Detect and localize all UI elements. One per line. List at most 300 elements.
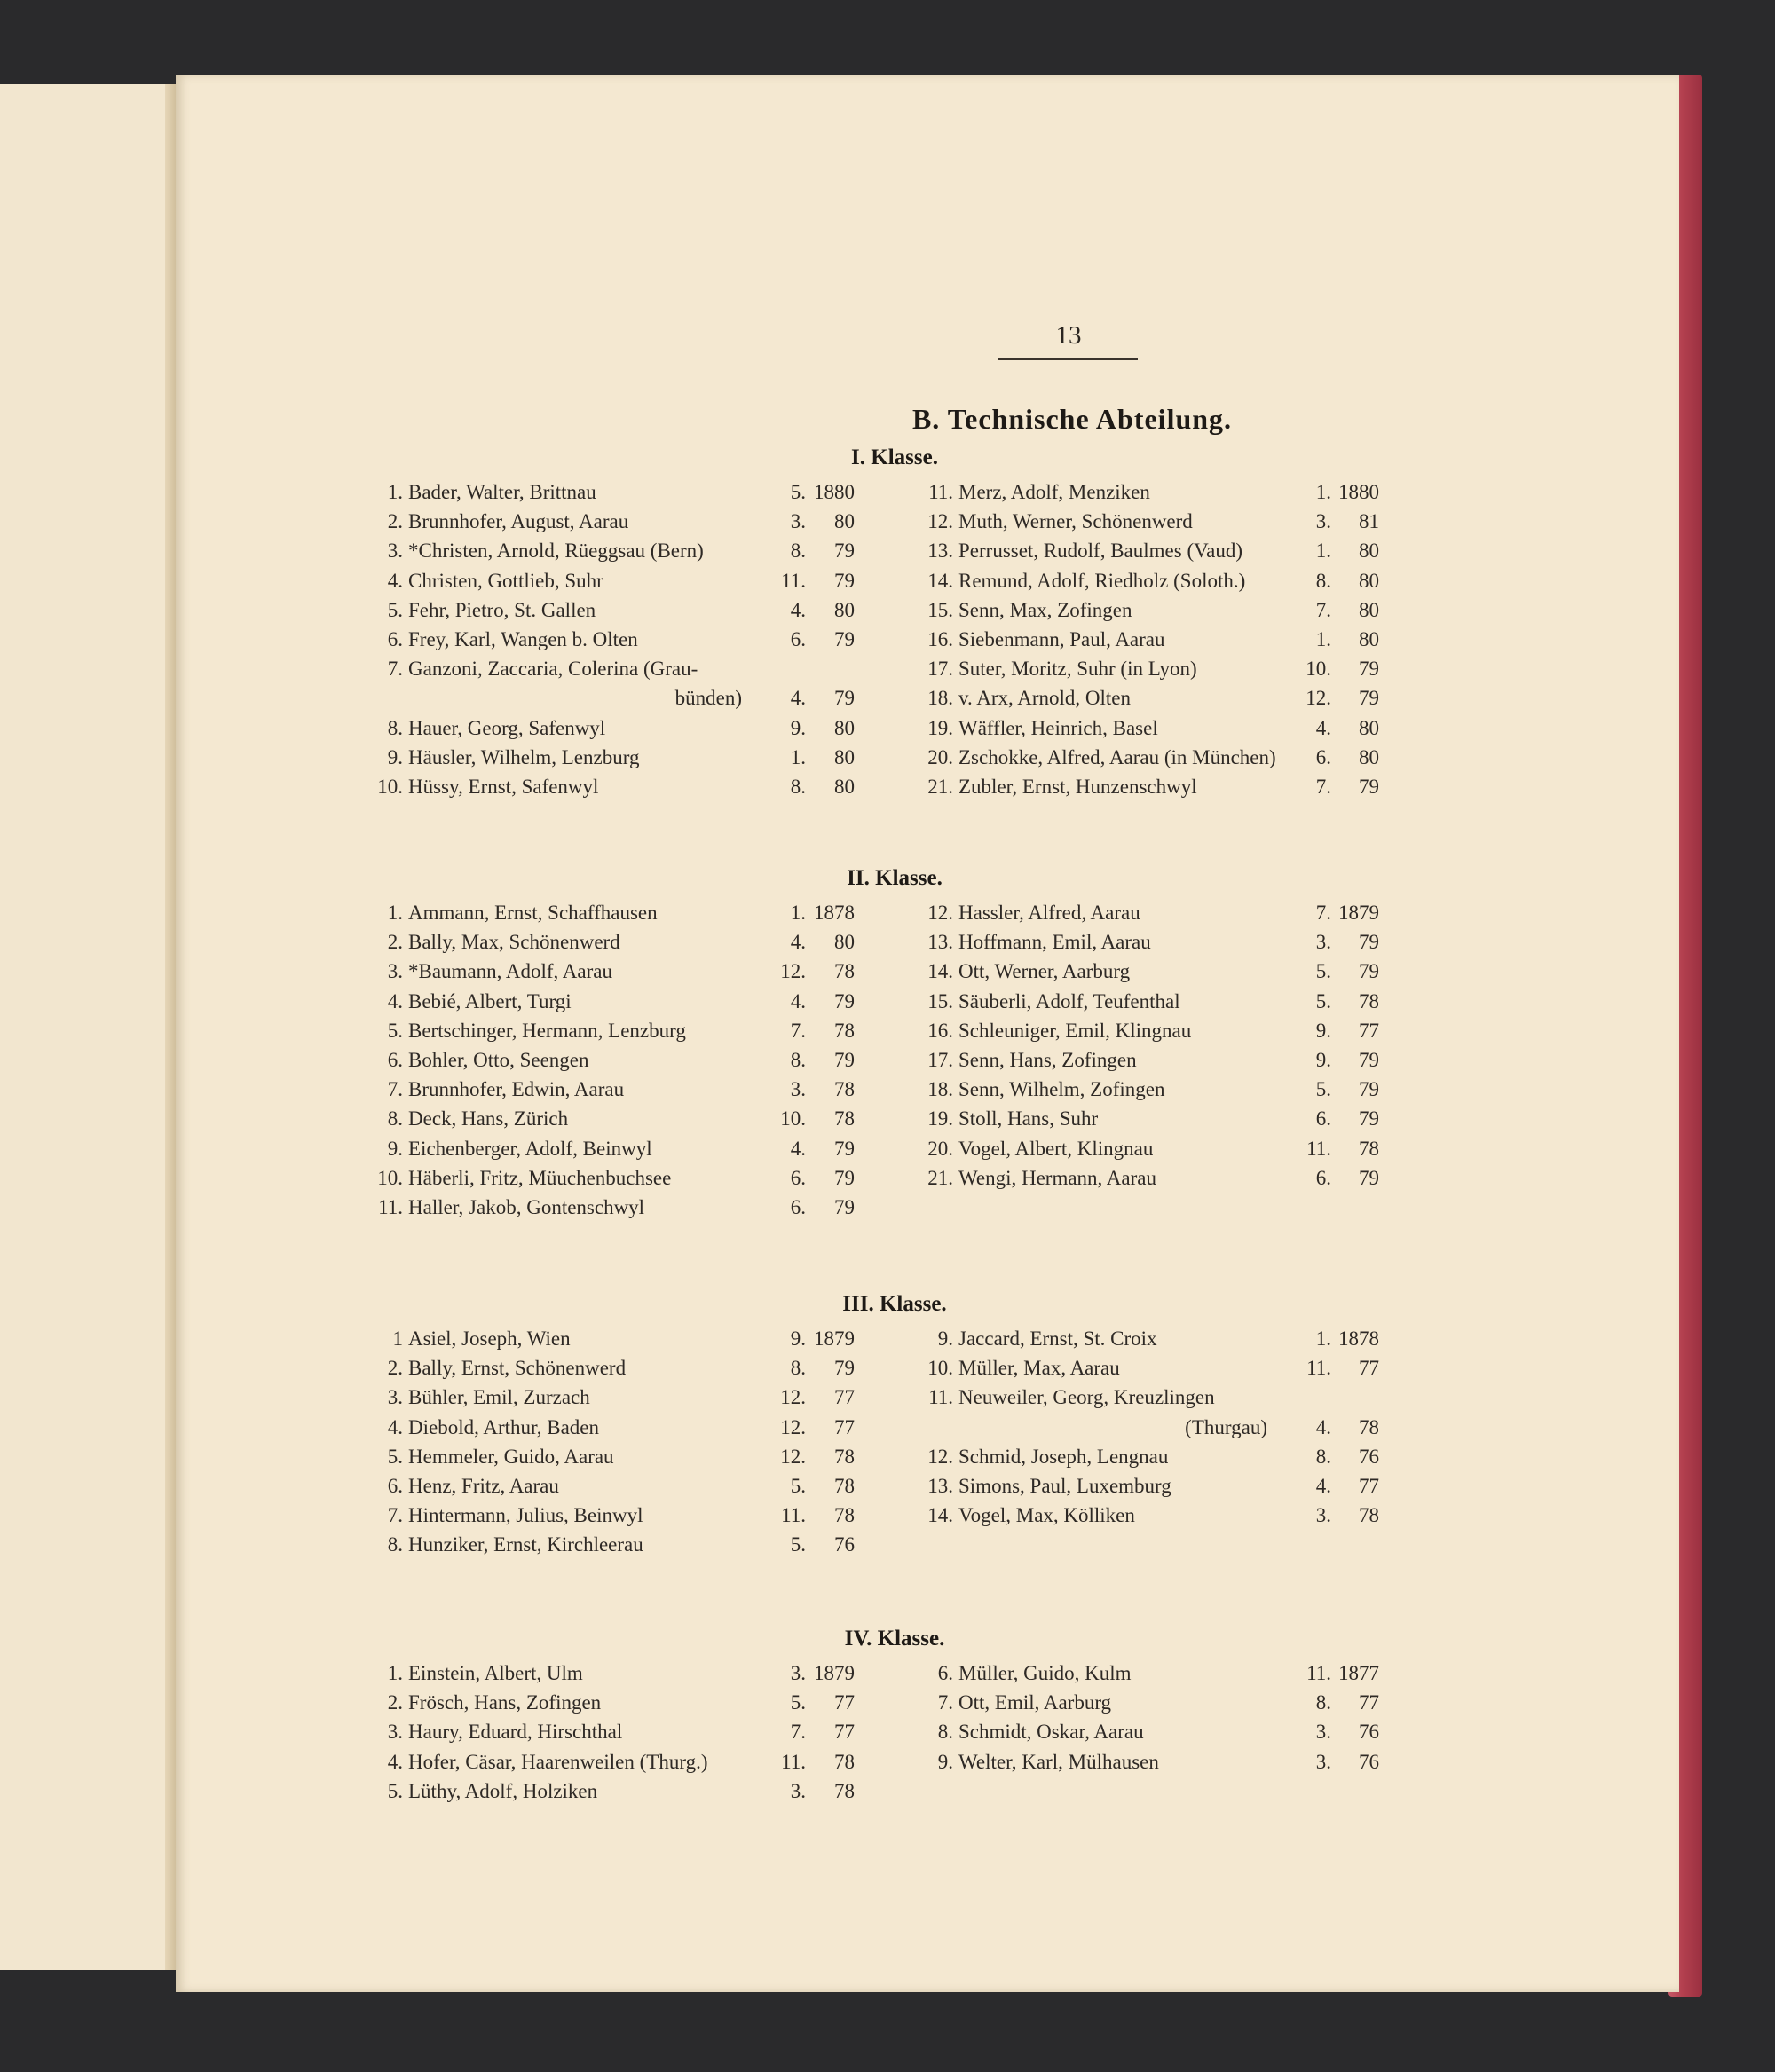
class-grade: 6.	[1315, 1107, 1331, 1131]
student-name-place: Bader, Walter, Brittnau	[408, 481, 596, 503]
student-name-place: Ott, Werner, Aarburg	[958, 960, 1131, 983]
entry-number: 10.	[377, 776, 403, 798]
list-item	[927, 1049, 1379, 1078]
class-grade: 11.	[1306, 1137, 1331, 1160]
list-item	[387, 989, 855, 1020]
birth-year: 79	[834, 1166, 855, 1189]
birth-year: 1878	[1338, 1327, 1379, 1350]
student-name-place: Säuberli, Adolf, Teufenthal	[958, 989, 1180, 1012]
student-name-place: Ammann, Ernst, Schaffhausen	[408, 902, 658, 924]
entry-number: 13.	[927, 1475, 953, 1497]
birth-year: 80	[1359, 745, 1379, 768]
entry-number: 8.	[937, 1721, 953, 1744]
class-grade: 12.	[780, 1415, 806, 1438]
list-item	[387, 1415, 855, 1446]
class-grade: 12.	[780, 1386, 806, 1409]
class-grade: 9.	[1315, 1019, 1331, 1042]
birth-year: 80	[1359, 540, 1379, 563]
class-grade: 8.	[1315, 1445, 1331, 1468]
class-grade: 12.	[780, 1445, 806, 1468]
student-name-place: Hoffmann, Emil, Aarau	[958, 931, 1151, 954]
class-grade: 6.	[1315, 1166, 1331, 1189]
class-grade: 1.	[1315, 540, 1331, 563]
birth-year: 77	[1359, 1691, 1379, 1714]
class-grade: 10.	[1306, 658, 1331, 681]
birth-year: 79	[1359, 658, 1379, 681]
birth-year: 78	[834, 1475, 855, 1497]
entry-number: 1.	[387, 481, 403, 503]
entry-number: 12.	[927, 902, 953, 924]
entry-number: 7.	[387, 658, 403, 681]
entry-number: 15.	[927, 598, 953, 621]
list-item	[387, 569, 855, 599]
student-name-place: Hemmeler, Guido, Aarau	[408, 1445, 614, 1468]
birth-year: 79	[1359, 931, 1379, 954]
class-grade: 5.	[790, 481, 806, 503]
list-item	[387, 1691, 855, 1721]
entry-number: 3.	[387, 960, 403, 983]
entry-number: 16.	[927, 628, 953, 650]
list-item	[927, 687, 1379, 716]
birth-year: 1877	[1338, 1662, 1379, 1684]
class-grade: 12.	[780, 960, 806, 983]
class-grade: 3.	[790, 1662, 806, 1684]
student-name-place: Suter, Moritz, Suhr (in Lyon)	[958, 658, 1197, 681]
student-name-place: Henz, Fritz, Aarau	[408, 1475, 559, 1497]
birth-year: 77	[1359, 1475, 1379, 1497]
list-item	[937, 1750, 1379, 1780]
list-item	[927, 1475, 1379, 1504]
student-name-place: *Baumann, Adolf, Aarau	[408, 960, 612, 983]
entry-number: 15.	[927, 989, 953, 1012]
birth-year: 78	[1359, 1504, 1379, 1527]
entry-number: 5.	[387, 1445, 403, 1468]
entry-number: 17.	[927, 1049, 953, 1071]
entry-number: 7.	[387, 1078, 403, 1101]
birth-year: 78	[1359, 1137, 1379, 1160]
class-grade: 3.	[1315, 510, 1331, 533]
entry-number: 17.	[927, 658, 953, 681]
list-item	[387, 1078, 855, 1107]
list-item	[927, 931, 1379, 960]
birth-year: 80	[1359, 569, 1379, 592]
class-grade: 5.	[1315, 960, 1331, 983]
class-grade: 5.	[1315, 989, 1331, 1012]
class-grade: 12.	[1306, 687, 1331, 710]
entry-number: 4.	[387, 1415, 403, 1438]
list-item	[927, 628, 1379, 658]
list-item	[387, 1504, 855, 1533]
class-grade: 9.	[1315, 1049, 1331, 1071]
list-item	[927, 1019, 1379, 1049]
student-name-place: Müller, Guido, Kulm	[958, 1662, 1132, 1684]
class-grade: 3.	[1315, 931, 1331, 954]
list-item	[927, 1504, 1379, 1533]
class-grade: 4.	[790, 687, 806, 710]
class-grade: 3.	[1315, 1721, 1331, 1744]
birth-year: 78	[834, 1504, 855, 1527]
birth-year: 79	[834, 1137, 855, 1160]
entry-number: 5.	[387, 598, 403, 621]
class-grade: 8.	[790, 1049, 806, 1071]
class-heading: I. Klasse.	[851, 445, 938, 469]
class-grade: 8.	[790, 1357, 806, 1380]
entry-number: 6.	[387, 1049, 403, 1071]
list-item	[928, 481, 1379, 510]
page-number: 13	[1055, 321, 1082, 350]
list-item	[927, 716, 1379, 746]
class-grade: 9.	[790, 1327, 806, 1350]
list-item	[927, 1166, 1379, 1196]
list-item	[937, 1662, 1379, 1691]
birth-year: 78	[834, 1779, 855, 1802]
student-name-place: *Christen, Arnold, Rüeggsau (Bern)	[408, 540, 704, 563]
page-number-rule	[998, 358, 1138, 360]
birth-year: 1880	[1338, 481, 1379, 503]
list-item	[937, 1721, 1379, 1750]
list-item	[408, 687, 855, 716]
entry-number: 10.	[927, 1357, 953, 1380]
list-item	[387, 960, 855, 989]
student-name-place: Senn, Wilhelm, Zofingen	[958, 1078, 1165, 1101]
student-name-place: Neuweiler, Georg, Kreuzlingen	[958, 1386, 1215, 1409]
student-name-place: Hofer, Cäsar, Haarenweilen (Thurg.)	[408, 1750, 708, 1773]
class-grade: 5.	[790, 1533, 806, 1556]
class-grade: 1.	[790, 902, 806, 924]
class-grade: 1.	[1315, 628, 1331, 650]
list-item	[387, 1779, 855, 1809]
birth-year: 78	[834, 1019, 855, 1042]
list-item	[387, 540, 855, 569]
student-name-place: Deck, Hans, Zürich	[408, 1107, 569, 1131]
student-name-place: Bally, Max, Schönenwerd	[408, 931, 620, 954]
class-heading: IV. Klasse.	[844, 1627, 945, 1651]
list-item	[387, 1019, 855, 1049]
student-name-place: Hüssy, Ernst, Safenwyl	[408, 776, 599, 798]
class-grade: 10.	[780, 1107, 806, 1131]
birth-year: 81	[1359, 510, 1379, 533]
student-name-place: (Thurgau)	[1185, 1415, 1267, 1438]
birth-year: 79	[1359, 1078, 1379, 1101]
list-item	[927, 569, 1379, 599]
list-item	[377, 776, 855, 805]
class-grade: 3.	[1315, 1750, 1331, 1773]
class-grade: 8.	[790, 776, 806, 798]
student-name-place: Lüthy, Adolf, Holziken	[408, 1779, 598, 1802]
class-grade: 4.	[1315, 1475, 1331, 1497]
list-item	[937, 1691, 1379, 1721]
student-name-place: Frey, Karl, Wangen b. Olten	[408, 628, 638, 650]
birth-year: 77	[834, 1415, 855, 1438]
entry-number: 2.	[387, 1691, 403, 1714]
entry-number: 13.	[927, 931, 953, 954]
list-item	[387, 1750, 855, 1780]
student-name-place: v. Arx, Arnold, Olten	[958, 687, 1131, 710]
entry-number: 2.	[387, 1357, 403, 1380]
entry-number: 3.	[387, 1721, 403, 1744]
birth-year: 77	[834, 1721, 855, 1744]
list-item	[387, 1533, 855, 1563]
class-grade: 5.	[790, 1691, 806, 1714]
birth-year: 79	[834, 1357, 855, 1380]
list-item	[387, 1445, 855, 1475]
class-heading: II. Klasse.	[847, 866, 943, 890]
class-grade: 11.	[781, 569, 806, 592]
class-grade: 1.	[1315, 1327, 1331, 1350]
student-name-place: Bohler, Otto, Seengen	[408, 1049, 589, 1071]
class-grade: 3.	[1315, 1504, 1331, 1527]
student-name-place: Asiel, Joseph, Wien	[408, 1327, 571, 1350]
class-grade: 7.	[1315, 598, 1331, 621]
class-grade: 4.	[790, 598, 806, 621]
entry-number: 21.	[927, 1166, 953, 1189]
student-name-place: Hintermann, Julius, Beinwyl	[408, 1504, 643, 1527]
entry-number: 19.	[927, 1107, 953, 1131]
birth-year: 79	[834, 687, 855, 710]
entry-number: 1.	[387, 902, 403, 924]
list-item	[937, 1327, 1379, 1357]
birth-year: 79	[834, 989, 855, 1012]
entry-number: 1.	[387, 1662, 403, 1684]
class-heading: III. Klasse.	[842, 1292, 947, 1316]
birth-year: 80	[1359, 628, 1379, 650]
list-item	[387, 1721, 855, 1750]
entry-number: 4.	[387, 569, 403, 592]
class-grade: 7.	[790, 1019, 806, 1042]
entry-number: 12.	[927, 1445, 953, 1468]
birth-year: 78	[834, 1750, 855, 1773]
list-item	[927, 1137, 1379, 1167]
class-grade: 8.	[1315, 1691, 1331, 1714]
entry-number: 7.	[387, 1504, 403, 1527]
entry-number: 14.	[927, 569, 953, 592]
student-name-place: Schleuniger, Emil, Klingnau	[958, 1019, 1192, 1042]
student-name-place: Zschokke, Alfred, Aarau (in München)	[958, 745, 1276, 768]
list-item	[387, 1049, 855, 1078]
entry-number: 4.	[387, 1750, 403, 1773]
class-grade: 5.	[1315, 1078, 1331, 1101]
list-item	[387, 628, 855, 658]
list-item	[927, 745, 1379, 776]
class-grade: 5.	[790, 1475, 806, 1497]
student-name-place: Senn, Max, Zofingen	[958, 598, 1132, 621]
class-grade: 3.	[790, 1779, 806, 1802]
student-name-place: Diebold, Arthur, Baden	[408, 1415, 599, 1438]
class-grade: 6.	[790, 1196, 806, 1218]
student-name-place: Brunnhofer, Edwin, Aarau	[408, 1078, 625, 1101]
student-name-place: Vogel, Albert, Klingnau	[958, 1137, 1154, 1160]
student-name-place: Remund, Adolf, Riedholz (Soloth.)	[958, 569, 1246, 592]
entry-number: 18.	[927, 1078, 953, 1101]
student-name-place: Wäffler, Heinrich, Basel	[958, 716, 1158, 739]
list-item	[387, 658, 855, 687]
birth-year: 1879	[814, 1662, 855, 1684]
class-grade: 4.	[790, 989, 806, 1012]
student-name-place: Schmid, Joseph, Lengnau	[958, 1445, 1169, 1468]
list-item	[927, 960, 1379, 989]
student-name-place: Christen, Gottlieb, Suhr	[408, 569, 604, 592]
class-grade: 7.	[790, 1721, 806, 1744]
entry-number: 11.	[928, 1386, 953, 1409]
class-grade: 4.	[790, 1137, 806, 1160]
birth-year: 78	[834, 1107, 855, 1131]
student-name-place: Hassler, Alfred, Aarau	[958, 902, 1140, 924]
birth-year: 1880	[814, 481, 855, 503]
birth-year: 80	[834, 931, 855, 954]
entry-number: 2.	[387, 510, 403, 533]
student-name-place: Siebenmann, Paul, Aarau	[958, 628, 1165, 650]
class-grade: 7.	[1315, 776, 1331, 798]
class-grade: 4.	[1315, 716, 1331, 739]
student-name-place: Hauer, Georg, Safenwyl	[408, 716, 606, 739]
list-item	[927, 1445, 1379, 1475]
entry-number: 20.	[927, 1137, 953, 1160]
entry-number: 21.	[927, 776, 953, 798]
entry-number: 3.	[387, 540, 403, 563]
book-page	[176, 75, 1679, 1992]
class-grade: 11.	[1306, 1662, 1331, 1684]
entry-number: 9.	[387, 1137, 403, 1160]
birth-year: 80	[834, 510, 855, 533]
entry-number: 4.	[387, 989, 403, 1012]
list-item	[927, 658, 1379, 687]
student-name-place: Fehr, Pietro, St. Gallen	[408, 598, 596, 621]
birth-year: 80	[834, 776, 855, 798]
list-item	[928, 1386, 1379, 1415]
list-item	[387, 1107, 855, 1137]
birth-year: 78	[834, 1078, 855, 1101]
birth-year: 79	[834, 540, 855, 563]
class-grade: 11.	[781, 1504, 806, 1527]
entry-number: 8.	[387, 1107, 403, 1131]
entry-number: 20.	[927, 745, 953, 768]
entry-number: 6.	[937, 1662, 953, 1684]
list-item	[927, 598, 1379, 628]
entry-number: 12.	[927, 510, 953, 533]
section-title: B. Technische Abteilung.	[911, 403, 1233, 435]
birth-year: 79	[1359, 776, 1379, 798]
class-grade: 3.	[790, 1078, 806, 1101]
birth-year: 76	[1359, 1750, 1379, 1773]
birth-year: 77	[834, 1386, 855, 1409]
entry-number: 9.	[387, 745, 403, 768]
student-name-place: Wengi, Hermann, Aarau	[958, 1166, 1156, 1189]
entry-number: 5.	[387, 1779, 403, 1802]
list-item	[927, 902, 1379, 931]
student-name-place: Häberli, Fritz, Müuchenbuchsee	[408, 1166, 672, 1189]
entry-number: 6.	[387, 628, 403, 650]
list-item	[387, 1357, 855, 1386]
student-name-place: Bühler, Emil, Zurzach	[408, 1386, 590, 1409]
class-grade: 1.	[790, 745, 806, 768]
list-item	[927, 989, 1379, 1020]
list-item	[387, 598, 855, 628]
student-name-place: Simons, Paul, Luxemburg	[958, 1475, 1172, 1497]
student-name-place: Ganzoni, Zaccaria, Colerina (Grau-	[408, 658, 698, 681]
birth-year: 80	[1359, 598, 1379, 621]
birth-year: 79	[1359, 687, 1379, 710]
birth-year: 76	[834, 1533, 855, 1556]
birth-year: 78	[834, 960, 855, 983]
entry-number: 7.	[937, 1691, 953, 1714]
student-name-place: Jaccard, Ernst, St. Croix	[958, 1327, 1157, 1350]
birth-year: 79	[1359, 1107, 1379, 1131]
student-name-place: Muth, Werner, Schönenwerd	[958, 510, 1193, 533]
birth-year: 80	[834, 598, 855, 621]
class-grade: 6.	[790, 628, 806, 650]
birth-year: 80	[834, 716, 855, 739]
student-name-place: bünden)	[674, 687, 742, 710]
entry-number: 6.	[387, 1475, 403, 1497]
student-name-place: Vogel, Max, Kölliken	[958, 1504, 1135, 1527]
birth-year: 79	[834, 1196, 855, 1218]
student-name-place: Ott, Emil, Aarburg	[958, 1691, 1112, 1714]
class-grade: 11.	[781, 1750, 806, 1773]
entry-number: 3.	[387, 1386, 403, 1409]
entry-number: 19.	[927, 716, 953, 739]
birth-year: 79	[834, 569, 855, 592]
entry-number: 8.	[387, 1533, 403, 1556]
entry-number: 2.	[387, 931, 403, 954]
entry-number: 14.	[927, 960, 953, 983]
student-name-place: Brunnhofer, August, Aarau	[408, 510, 629, 533]
list-item	[387, 745, 855, 776]
entry-number: 5.	[387, 1019, 403, 1042]
birth-year: 78	[834, 1445, 855, 1468]
student-name-place: Bebié, Albert, Turgi	[408, 989, 572, 1012]
class-grade: 9.	[790, 716, 806, 739]
entry-number: 11.	[928, 481, 953, 503]
list-item	[927, 1107, 1379, 1137]
birth-year: 79	[834, 628, 855, 650]
entry-number: 18.	[927, 687, 953, 710]
birth-year: 79	[834, 1049, 855, 1071]
entry-number: 16.	[927, 1019, 953, 1042]
entry-number: 13.	[927, 540, 953, 563]
list-item	[377, 1166, 855, 1196]
student-name-place: Stoll, Hans, Suhr	[958, 1107, 1099, 1131]
student-name-place: Merz, Adolf, Menziken	[958, 481, 1150, 503]
list-item	[387, 1475, 855, 1504]
student-name-place: Welter, Karl, Mülhausen	[958, 1750, 1159, 1773]
student-name-place: Haury, Eduard, Hirschthal	[408, 1721, 623, 1744]
student-name-place: Haller, Jakob, Gontenschwyl	[408, 1196, 645, 1218]
birth-year: 80	[834, 745, 855, 768]
list-item	[387, 931, 855, 960]
student-name-place: Hunziker, Ernst, Kirchleerau	[408, 1533, 643, 1556]
birth-year: 76	[1359, 1721, 1379, 1744]
birth-year: 1879	[1338, 902, 1379, 924]
class-grade: 11.	[1306, 1357, 1331, 1380]
list-item	[387, 902, 855, 931]
list-item	[387, 1662, 855, 1691]
birth-year: 77	[1359, 1019, 1379, 1042]
list-item	[927, 1078, 1379, 1107]
facing-page	[0, 84, 178, 1970]
student-name-place: Perrusset, Rudolf, Baulmes (Vaud)	[958, 540, 1243, 563]
list-item	[392, 1327, 855, 1357]
birth-year: 79	[1359, 960, 1379, 983]
entry-number: 9.	[937, 1750, 953, 1773]
list-item	[387, 1137, 855, 1167]
class-grade: 8.	[1315, 569, 1331, 592]
entry-number: 8.	[387, 716, 403, 739]
list-item	[387, 716, 855, 746]
student-name-place: Frösch, Hans, Zofingen	[408, 1691, 602, 1714]
list-item	[378, 1196, 855, 1225]
list-item	[927, 540, 1379, 569]
student-name-place: Einstein, Albert, Ulm	[408, 1662, 583, 1684]
